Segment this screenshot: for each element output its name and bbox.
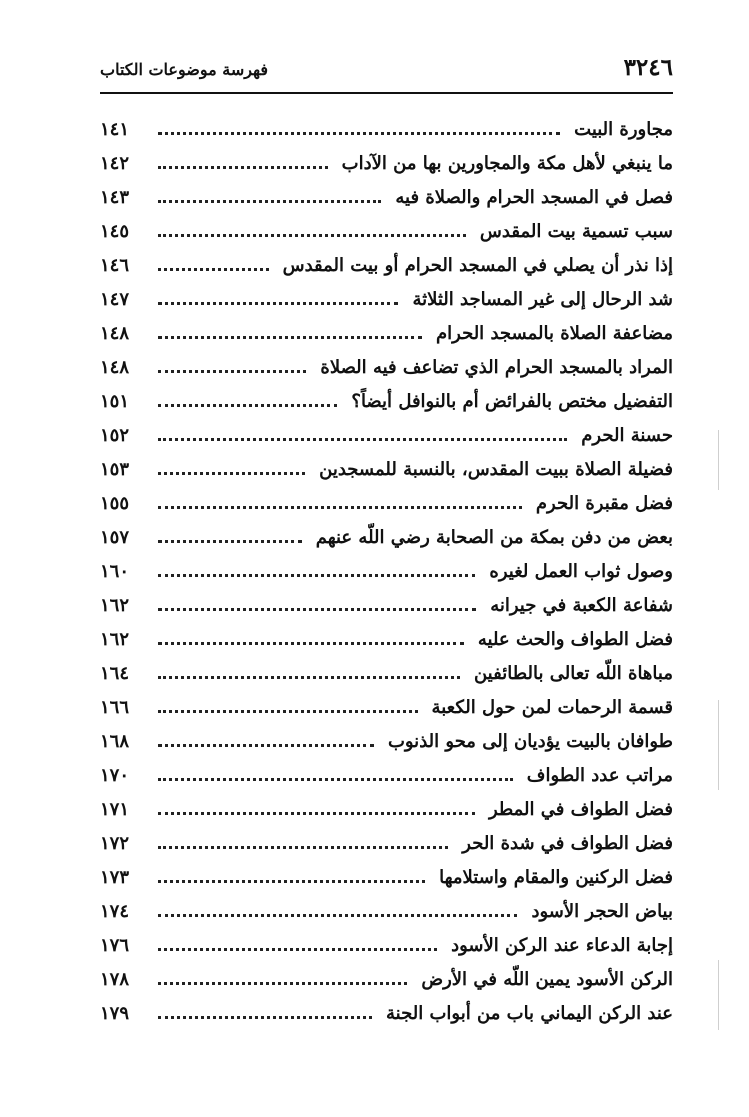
toc-entry bbox=[100, 486, 673, 520]
toc-entry bbox=[100, 384, 673, 418]
toc-entry-title: بعض من دفن بمكة من الصحابة رضي اللّه عنهم bbox=[315, 526, 673, 548]
toc-entry-title: الركن الأسود يمين اللّه في الأرض bbox=[421, 968, 673, 990]
toc-entry bbox=[100, 724, 673, 758]
toc-entry bbox=[100, 996, 673, 1030]
table-of-contents bbox=[100, 112, 673, 1030]
toc-entry bbox=[100, 962, 673, 996]
toc-entry bbox=[100, 112, 673, 146]
toc-entry-page-number: ١٤٥ bbox=[100, 220, 130, 242]
dot-leader bbox=[158, 404, 337, 407]
toc-entry-title: عند الركن اليماني باب من أبواب الجنة bbox=[386, 1002, 673, 1024]
toc-entry-title: وصول ثواب العمل لغيره bbox=[489, 560, 673, 582]
toc-entry-title: فصل في المسجد الحرام والصلاة فيه bbox=[395, 186, 673, 208]
toc-entry-title: ما ينبغي لأهل مكة والمجاورين بها من الآداب bbox=[341, 152, 673, 174]
toc-entry-title: حسنة الحرم bbox=[581, 424, 673, 446]
toc-entry-page-number: ١٧٣ bbox=[100, 866, 130, 888]
scan-margin-mark bbox=[718, 960, 719, 1030]
toc-entry-page-number: ١٧٦ bbox=[100, 934, 130, 956]
toc-entry-page-number: ١٤٦ bbox=[100, 254, 130, 276]
dot-leader bbox=[158, 710, 418, 713]
toc-entry-page-number: ١٦٨ bbox=[100, 730, 130, 752]
dot-leader bbox=[158, 642, 464, 645]
toc-entry-title: مضاعفة الصلاة بالمسجد الحرام bbox=[436, 322, 673, 344]
toc-entry-page-number: ١٥٥ bbox=[100, 492, 130, 514]
toc-entry-title: إجابة الدعاء عند الركن الأسود bbox=[451, 934, 673, 956]
page-number: ٣٢٤٦ bbox=[623, 54, 673, 81]
dot-leader bbox=[158, 778, 513, 781]
toc-entry bbox=[100, 452, 673, 486]
toc-entry-title: فضل الطواف والحث عليه bbox=[477, 628, 673, 650]
toc-entry-title: طوافان بالبيت يؤديان إلى محو الذنوب bbox=[387, 730, 673, 752]
toc-entry-page-number: ١٦٤ bbox=[100, 662, 130, 684]
toc-entry-title: التفضيل مختص بالفرائض أم بالنوافل أيضاً؟ bbox=[351, 390, 673, 412]
toc-entry-page-number: ١٧٠ bbox=[100, 764, 130, 786]
toc-entry bbox=[100, 282, 673, 316]
toc-entry-page-number: ١٦٦ bbox=[100, 696, 130, 718]
dot-leader bbox=[158, 506, 522, 509]
dot-leader bbox=[158, 846, 448, 849]
dot-leader bbox=[158, 370, 306, 373]
toc-entry-page-number: ١٤٢ bbox=[100, 152, 130, 174]
toc-entry-page-number: ١٧١ bbox=[100, 798, 130, 820]
toc-entry-title: مجاورة البيت bbox=[574, 118, 673, 140]
dot-leader bbox=[158, 268, 269, 271]
toc-entry bbox=[100, 792, 673, 826]
dot-leader bbox=[158, 1016, 372, 1019]
toc-entry-page-number: ١٥٧ bbox=[100, 526, 130, 548]
toc-entry bbox=[100, 350, 673, 384]
dot-leader bbox=[158, 574, 475, 577]
toc-entry-title: شد الرحال إلى غير المساجد الثلاثة bbox=[412, 288, 673, 310]
dot-leader bbox=[158, 608, 476, 611]
toc-entry bbox=[100, 622, 673, 656]
toc-entry-page-number: ١٤٣ bbox=[100, 186, 130, 208]
toc-entry-page-number: ١٦٢ bbox=[100, 594, 130, 616]
toc-entry bbox=[100, 588, 673, 622]
dot-leader bbox=[158, 948, 437, 951]
toc-entry-title: فضل الركنين والمقام واستلامها bbox=[439, 866, 673, 888]
toc-entry bbox=[100, 248, 673, 282]
toc-entry bbox=[100, 418, 673, 452]
toc-entry-title: فضل مقبرة الحرم bbox=[535, 492, 673, 514]
toc-entry-page-number: ١٤٨ bbox=[100, 356, 130, 378]
toc-entry-page-number: ١٤٨ bbox=[100, 322, 130, 344]
running-title: فهرسة موضوعات الكتاب bbox=[100, 60, 269, 79]
toc-entry bbox=[100, 758, 673, 792]
dot-leader bbox=[158, 914, 517, 917]
dot-leader bbox=[158, 744, 374, 747]
toc-entry-page-number: ١٤٧ bbox=[100, 288, 130, 310]
dot-leader bbox=[158, 234, 466, 237]
dot-leader bbox=[158, 540, 302, 543]
toc-entry-page-number: ١٦٢ bbox=[100, 628, 130, 650]
toc-entry-title: مباهاة اللّه تعالى بالطائفين bbox=[473, 662, 673, 684]
toc-entry-page-number: ١٥٢ bbox=[100, 424, 130, 446]
toc-entry bbox=[100, 316, 673, 350]
dot-leader bbox=[158, 166, 328, 169]
toc-entry bbox=[100, 860, 673, 894]
toc-entry-title: المراد بالمسجد الحرام الذي تضاعف فيه الصلاة bbox=[320, 356, 673, 378]
toc-entry-title: بياض الحجر الأسود bbox=[531, 900, 673, 922]
toc-entry bbox=[100, 180, 673, 214]
toc-entry bbox=[100, 214, 673, 248]
toc-entry-page-number: ١٧٢ bbox=[100, 832, 130, 854]
header-divider bbox=[100, 92, 673, 94]
dot-leader bbox=[158, 336, 422, 339]
toc-entry bbox=[100, 656, 673, 690]
toc-entry bbox=[100, 894, 673, 928]
dot-leader bbox=[158, 200, 381, 203]
toc-entry-title: مراتب عدد الطواف bbox=[526, 764, 673, 786]
toc-entry-page-number: ١٧٤ bbox=[100, 900, 130, 922]
dot-leader bbox=[158, 676, 460, 679]
scan-margin-mark bbox=[718, 430, 719, 490]
toc-entry-title: شفاعة الكعبة في جيرانه bbox=[490, 594, 673, 616]
dot-leader bbox=[158, 880, 425, 883]
toc-entry-page-number: ١٦٠ bbox=[100, 560, 130, 582]
toc-entry-page-number: ١٧٩ bbox=[100, 1002, 130, 1024]
toc-entry bbox=[100, 520, 673, 554]
dot-leader bbox=[158, 812, 475, 815]
dot-leader bbox=[158, 438, 567, 441]
toc-entry bbox=[100, 928, 673, 962]
toc-entry-page-number: ١٥٣ bbox=[100, 458, 130, 480]
dot-leader bbox=[158, 472, 305, 475]
toc-entry-title: إذا نذر أن يصلي في المسجد الحرام أو بيت المقدس bbox=[282, 254, 673, 276]
toc-entry-page-number: ١٧٨ bbox=[100, 968, 130, 990]
toc-entry-title: سبب تسمية بيت المقدس bbox=[479, 220, 673, 242]
toc-entry-title: فضل الطواف في شدة الحر bbox=[462, 832, 673, 854]
toc-entry-page-number: ١٥١ bbox=[100, 390, 130, 412]
toc-entry-title: فضيلة الصلاة ببيت المقدس، بالنسبة للمسجدين bbox=[319, 458, 673, 480]
toc-entry-page-number: ١٤١ bbox=[100, 118, 130, 140]
toc-entry-title: قسمة الرحمات لمن حول الكعبة bbox=[431, 696, 673, 718]
dot-leader bbox=[158, 302, 398, 305]
toc-entry-title: فضل الطواف في المطر bbox=[488, 798, 673, 820]
dot-leader bbox=[158, 132, 560, 135]
dot-leader bbox=[158, 982, 407, 985]
toc-entry bbox=[100, 826, 673, 860]
toc-entry bbox=[100, 146, 673, 180]
scan-margin-mark bbox=[718, 700, 719, 790]
page-header bbox=[100, 44, 673, 82]
toc-entry bbox=[100, 554, 673, 588]
toc-entry bbox=[100, 690, 673, 724]
